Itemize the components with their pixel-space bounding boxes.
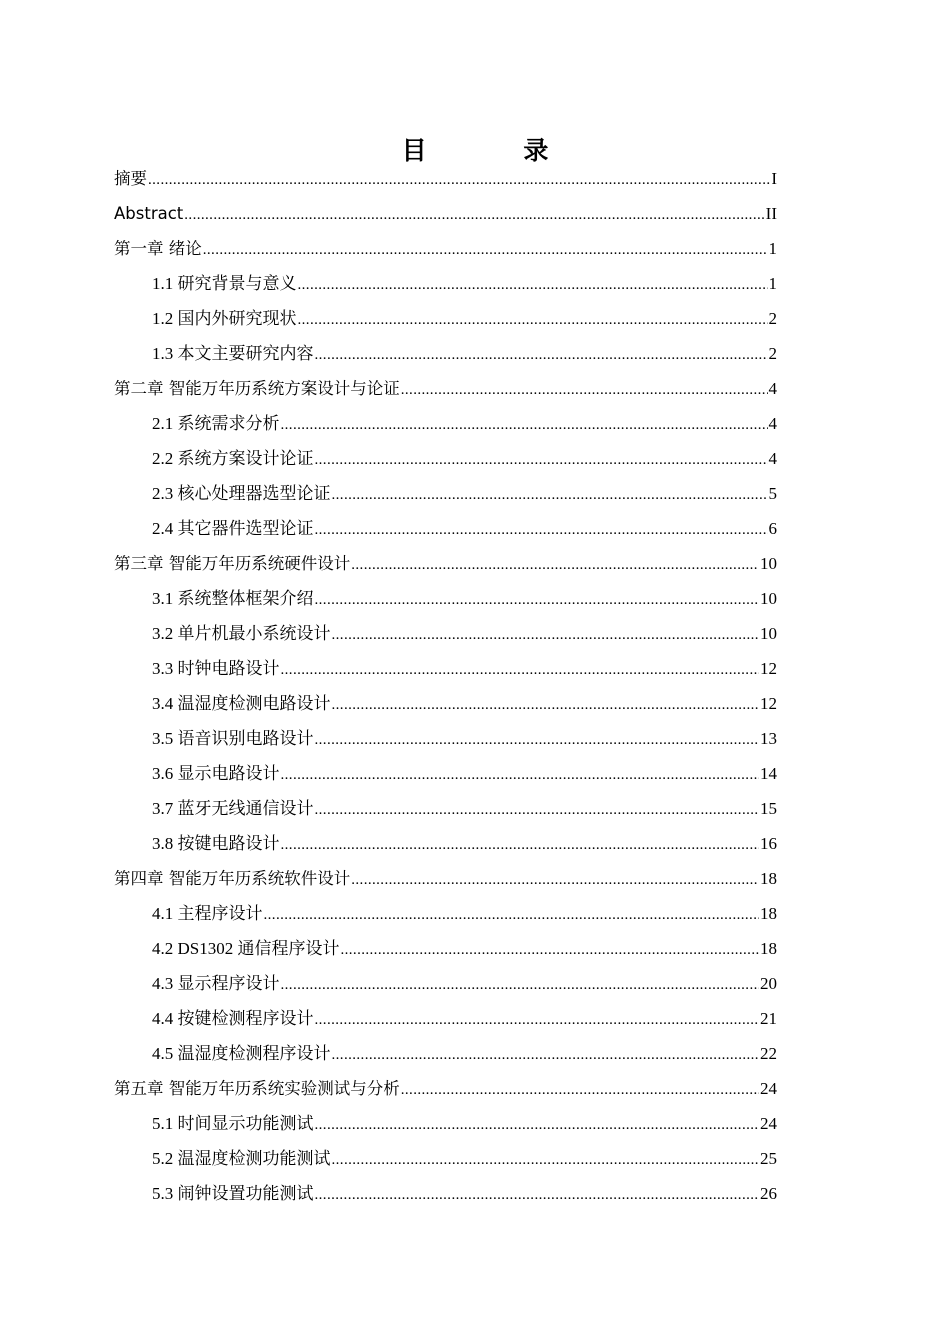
toc-page-number: 6 [768,519,777,538]
toc-page-number: 1 [768,239,777,258]
toc-entry-label: 摘要 [114,169,147,188]
toc-section-entry[interactable] [114,301,777,336]
toc-page-number: 12 [760,694,777,713]
toc-page-number: 16 [760,834,777,853]
table-of-contents [114,161,777,1211]
toc-chapter-entry[interactable] [114,196,777,231]
toc-section-entry[interactable] [114,931,777,966]
toc-section-entry[interactable] [114,336,777,371]
dot-leader [203,233,768,268]
dot-leader [281,968,760,1003]
toc-entry-label: Abstract [114,204,184,223]
toc-section-entry[interactable] [114,721,777,756]
toc-section-entry[interactable] [114,1176,777,1211]
toc-section-entry[interactable] [114,756,777,791]
toc-entry-label: 第三章 智能万年历系统硬件设计 [114,554,351,573]
toc-section-entry[interactable] [114,791,777,826]
toc-entry-label: 2.2 系统方案设计论证 [152,449,314,468]
toc-entry-label: 4.5 温湿度检测程序设计 [152,1044,331,1063]
dot-leader [148,163,770,198]
toc-page-number: 22 [760,1044,777,1063]
dot-leader [281,758,760,793]
toc-section-entry[interactable] [114,966,777,1001]
dot-leader [315,723,760,758]
toc-section-entry[interactable] [114,616,777,651]
toc-entry-label: 3.5 语音识别电路设计 [152,729,314,748]
toc-page-number: 12 [760,659,777,678]
toc-page-number: 4 [768,449,777,468]
dot-leader [332,478,768,513]
dot-leader [315,513,768,548]
toc-chapter-entry[interactable] [114,861,777,896]
toc-page-number: 18 [760,869,777,888]
toc-entry-label: 4.3 显示程序设计 [152,974,280,993]
toc-chapter-entry[interactable] [114,231,777,266]
toc-entry-label: 2.4 其它器件选型论证 [152,519,314,538]
dot-leader [332,1038,760,1073]
toc-page-number: 26 [760,1184,777,1203]
toc-entry-label: 第四章 智能万年历系统软件设计 [114,869,351,888]
toc-entry-label: 3.6 显示电路设计 [152,764,280,783]
toc-entry-label: 3.7 蓝牙无线通信设计 [152,799,314,818]
toc-section-entry[interactable] [114,1036,777,1071]
toc-chapter-entry[interactable] [114,371,777,406]
toc-page-number: 2 [768,344,777,363]
toc-entry-label: 2.1 系统需求分析 [152,414,280,433]
toc-page-number: 10 [760,589,777,608]
dot-leader [340,933,759,968]
dot-leader [315,338,768,373]
toc-section-entry[interactable] [114,476,777,511]
toc-entry-label: 4.2 DS1302 通信程序设计 [152,939,340,958]
dot-leader [351,863,759,898]
toc-page-number: 18 [760,904,777,923]
toc-title: 目 录 [401,136,593,165]
toc-entry-label: 4.4 按键检测程序设计 [152,1009,314,1028]
toc-section-entry[interactable] [114,896,777,931]
toc-entry-label: 3.4 温湿度检测电路设计 [152,694,331,713]
toc-page-number: 20 [760,974,777,993]
dot-leader [315,793,760,828]
toc-page-number: 10 [760,624,777,643]
dot-leader [401,373,768,408]
dot-leader [298,268,768,303]
toc-entry-label: 5.3 闹钟设置功能测试 [152,1184,314,1203]
toc-page-number: 2 [768,309,777,328]
toc-section-entry[interactable] [114,406,777,441]
dot-leader [184,198,764,233]
toc-section-entry[interactable] [114,441,777,476]
toc-page-number: 4 [768,379,777,398]
toc-page-number: 15 [760,799,777,818]
toc-entry-label: 1.1 研究背景与意义 [152,274,297,293]
dot-leader [332,618,760,653]
toc-page-number: 5 [768,484,777,503]
toc-page-number: 1 [768,274,777,293]
toc-page-number: 18 [760,939,777,958]
toc-page-number: 24 [760,1114,777,1133]
toc-section-entry[interactable] [114,511,777,546]
toc-page-number: II [765,204,777,223]
toc-entry-label: 第一章 绪论 [114,239,202,258]
toc-section-entry[interactable] [114,1106,777,1141]
toc-entry-label: 1.3 本文主要研究内容 [152,344,314,363]
toc-section-entry[interactable] [114,1001,777,1036]
toc-section-entry[interactable] [114,686,777,721]
dot-leader [332,688,760,723]
toc-page-number: 13 [760,729,777,748]
toc-section-entry[interactable] [114,826,777,861]
toc-page-number: 24 [760,1079,777,1098]
toc-page-number: 14 [760,764,777,783]
toc-entry-label: 3.8 按键电路设计 [152,834,280,853]
toc-page-number: I [771,169,777,188]
dot-leader [351,548,759,583]
toc-entry-label: 3.1 系统整体框架介绍 [152,589,314,608]
toc-page-number: 21 [760,1009,777,1028]
dot-leader [315,1003,760,1038]
dot-leader [332,1143,760,1178]
dot-leader [281,408,768,443]
toc-entry-label: 4.1 主程序设计 [152,904,263,923]
toc-chapter-entry[interactable] [114,546,777,581]
toc-section-entry[interactable] [114,581,777,616]
toc-entry-label: 1.2 国内外研究现状 [152,309,297,328]
dot-leader [315,583,760,618]
toc-page-number: 4 [768,414,777,433]
dot-leader [401,1073,759,1108]
dot-leader [281,653,760,688]
dot-leader [264,898,760,933]
toc-entry-label: 2.3 核心处理器选型论证 [152,484,331,503]
toc-entry-label: 第五章 智能万年历系统实验测试与分析 [114,1079,400,1098]
dot-leader [315,443,768,478]
toc-section-entry[interactable] [114,266,777,301]
toc-chapter-entry[interactable] [114,161,777,196]
toc-entry-label: 第二章 智能万年历系统方案设计与论证 [114,379,400,398]
toc-section-entry[interactable] [114,651,777,686]
toc-entry-label: 3.3 时钟电路设计 [152,659,280,678]
toc-entry-label: 5.2 温湿度检测功能测试 [152,1149,331,1168]
dot-leader [281,828,760,863]
dot-leader [315,1178,760,1213]
toc-entry-label: 5.1 时间显示功能测试 [152,1114,314,1133]
toc-chapter-entry[interactable] [114,1071,777,1106]
dot-leader [315,1108,760,1143]
toc-entry-label: 3.2 单片机最小系统设计 [152,624,331,643]
toc-section-entry[interactable] [114,1141,777,1176]
toc-page-number: 10 [760,554,777,573]
toc-page-number: 25 [760,1149,777,1168]
dot-leader [298,303,768,338]
